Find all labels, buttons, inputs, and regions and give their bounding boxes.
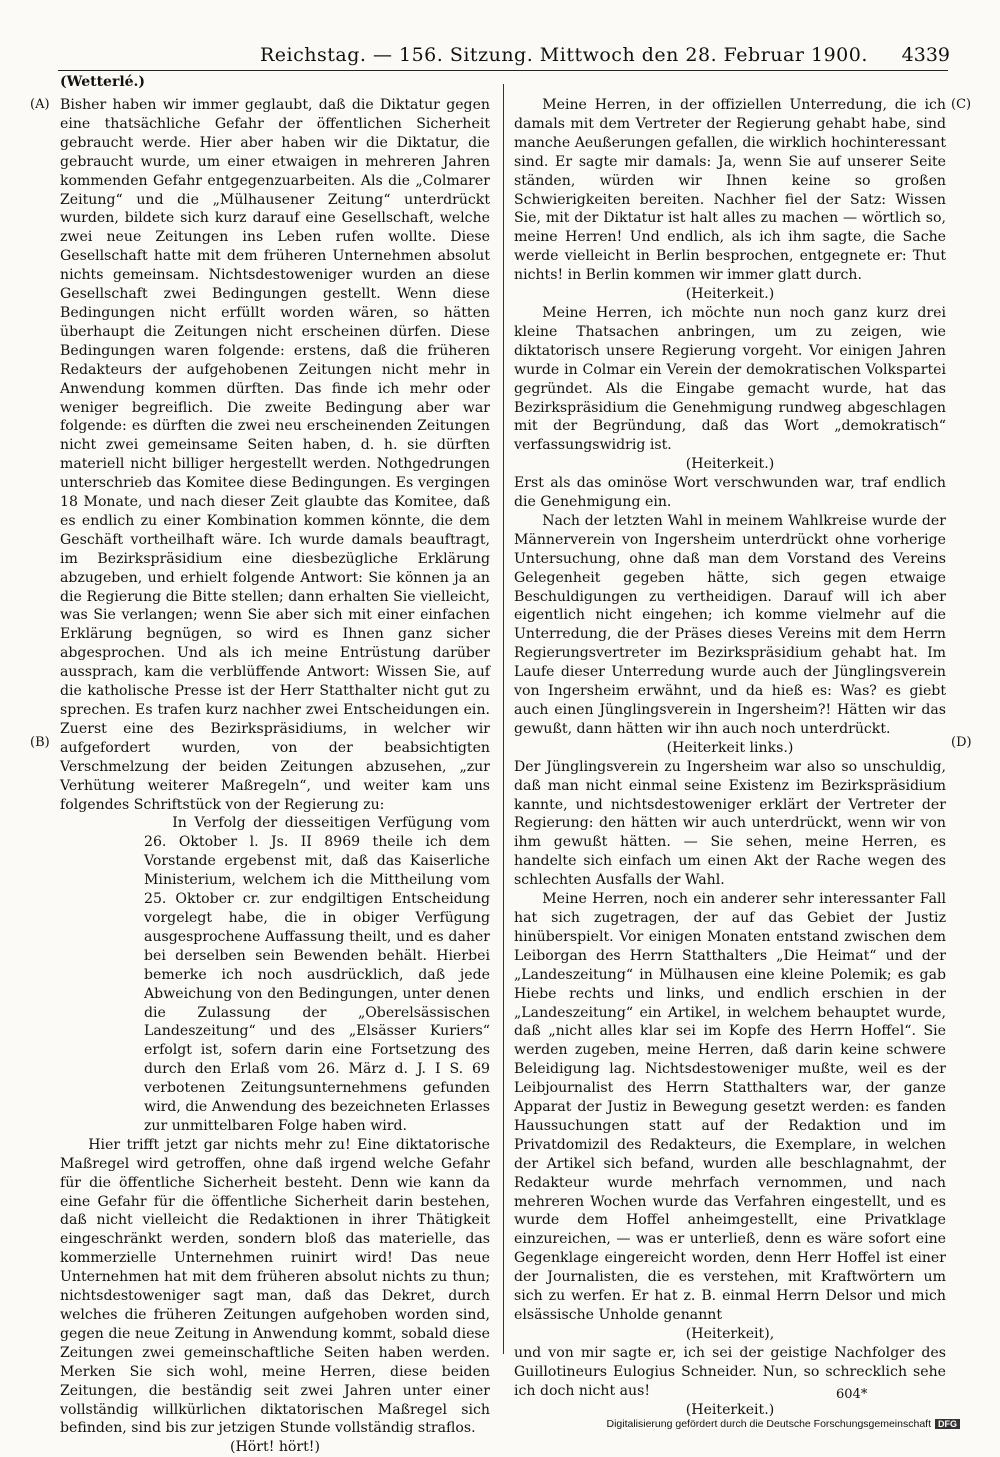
paragraph: Nach der letzten Wahl in meinem Wahlkreise wurde der Männerverein von Ingersheim unterdrückt ohne vorherige Untersuchung, ohne daß man dem Vorstand des Vereins Gelegenheit gegeben hätte, sich gegen etwaige Beschuldigungen zu vertheidigen. Darauf will ich aber eigentlich nicht eingehen; ich komme vielmehr auf die Unterredung, die der Präses dieses Vereins mit dem Herrn Regierungsvertreter im Bezirkspräsidium gehabt hat. Im Laufe dieser Unterredung wurde auch der Jünglingsverein von Ingersheim erwähnt, und da hieß es: Was? es giebt auch einen Jünglingsverein in Ingersheim?! Hätten wir das gewußt, dann hätten wir ihn auch noch unterdrückt. <box>514 512 946 737</box>
paragraph: Der Jünglingsverein zu Ingersheim war also so unschuldig, daß man nicht einmal seine Existenz im Bezirkspräsidium kannte, und nichtsdestoweniger erklärt der Vertreter der Regierung: den hätten wir auch unterdrückt, wenn wir von ihm gewußt hätten. — Sie sehen, meine Herren, es handelte sich einfach um einen Akt der Rache wegen des schlechten Ausfalls der Wahl. <box>514 758 946 889</box>
margin-marker-a: (A) <box>30 97 50 112</box>
paragraph: Meine Herren, ich möchte nun noch ganz kurz drei kleine Thatsachen anbringen, um zu zeigen, wie diktatorisch unsere Regierung vorgeht. Vor einigen Jahren wurde in Colmar ein Verein der demokratischen Volkspartei gegründet. Als die Eingabe gemacht wurde, hat das Bezirkspräsidium die Genehmigung rundweg abgeschlagen mit der Begründung, daß das Wort „demokratisch“ verfassungswidrig ist. <box>514 304 946 454</box>
paragraph: Bisher haben wir immer geglaubt, daß die Diktatur gegen eine thatsächliche Gefahr der öffentlichen Sicherheit gebraucht werde. Hier aber haben wir die Diktatur, die gebraucht wurde, um einer etwaigen in mehreren Jahren kommenden Gefahr entgegenzuarbeiten. Als die „Colmarer Zeitung“ und die „Mülhausener Zeitung“ unterdrückt wurden, bildete sich kurz darauf eine Gesellschaft, welche zwei neue Zeitungen ins Leben rufen wollte. Diese Gesellschaft hatte mit dem früheren Unternehmen absolut nichts gemeinsam. Nichtsdestoweniger wurden an diese Gesellschaft zwei Bedingungen gestellt. Wenn diese Bedingungen nicht erfüllt worden wären, so hätten überhaupt die Zeitungen nicht erscheinen dürfen. Diese Bedingungen waren folgende: erstens, daß die früheren Redakteurs der aufgehobenen Zeitungen nicht mehr in Anwendung kommen dürften. Das finde ich mehr oder weniger begreiflich. Die zweite Bedingung aber war folgende: es dürften die zwei neu erscheinenden Zeitungen nicht zwei gemeinsame Seiten haben, d. h. sie dürften materiell nicht billiger hergestellt werden. Nothgedrungen unterschrieb das Komitee diese Bedingungen. Es vergingen 18 Monate, und nach dieser Zeit glaubte das Komitee, daß es endlich zu einer Kombination kommen könnte, die dem Geschäft vortheilhaft wäre. Ich wurde damals beauftragt, im Bezirkspräsidium eine diesbezügliche Erklärung abzugeben, und erhielt folgende Antwort: Sie können ja an die Regierung die Bitte stellen; dann erhalten Sie vielleicht, was Sie verlangen; wenn Sie aber sich mit einer einfachen Erklärung begnügen, so wird es Ihnen ganz sicher abgesprochen. Und als ich meine Entrüstung darüber aussprach, kam die verblüffende Antwort: Wissen Sie, auf die katholische Presse ist der Herr Statthalter nicht gut zu sprechen. Es trafen kurz nachher zwei Entscheidungen ein. Zuerst eine des Bezirkspräsidiums, in welcher wir aufgefordert wurden, von der beabsichtigten Verschmelzung der beiden Zeitungen abzusehen, „zur Verhütung weiterer Maßregeln“, und weiter kam uns folgendes Schriftstück von der Regierung zu: <box>60 97 490 813</box>
column-divider <box>503 84 504 1354</box>
right-column <box>514 96 946 1419</box>
footer-text: Digitalisierung gefördert durch die Deutsche Forschungsgemeinschaft <box>606 1418 931 1430</box>
journal-number: 604* <box>836 1387 868 1402</box>
speaker-name: (Wetterlé.) <box>60 74 146 90</box>
left-column <box>60 96 490 1457</box>
interjection: (Heiterkeit.) <box>685 286 775 303</box>
quoted-document: In Verfolg der diesseitigen Verfügung vom 26. Oktober l. Js. II 8969 theile ich dem Vorstande ergebenst mit, daß das Kaiserliche Ministerium, welchem ich die Mittheilung vom 25. Oktober cr. zur endgiltigen Entscheidung vorgelegt habe, die in obiger Verfügung ausgesprochene Auffassung theilt, und es daher bei derselben sein Bewenden behält. Hierbei bemerke ich noch ausdrücklich, daß jede Abweichung von den Bedingungen, unter denen die Zulassung der „Oberelsässischen Landeszeitung“ und des „Elsässer Kuriers“ erfolgt ist, sofern darin eine Fortsetzung des durch den Erlaß vom 26. März d. J. I S. 69 verbotenen Zeitungsunternehmens gefunden wird, die Anwendung des bezeichneten Erlasses zur unmittelbaren Folge haben wird. <box>144 815 490 1134</box>
paragraph: und von mir sagte er, ich sei der geistige Nachfolger des Guillotineurs Eulogius Schneider. Nun, so schrecklich sehe ich doch nicht aus! <box>514 1344 946 1399</box>
interjection: (Hört! hört!) <box>230 1439 320 1456</box>
margin-marker-d: (D) <box>951 735 972 750</box>
dfg-logo: DFG <box>935 1419 960 1429</box>
paragraph: Hier trifft jetzt gar nichts mehr zu! Eine diktatorische Maßregel wird getroffen, ohne daß irgend welche Gefahr für die öffentliche Sicherheit besteht. Denn wie kann da eine Gefahr für die öffentliche Sicherheit darin bestehen, daß nicht vielleicht die Redaktionen in ihrer Thätigkeit eingeschränkt werden, sondern bloß das materielle, das kommerzielle Unternehmen ruinirt wird! Das neue Unternehmen hat mit dem früheren absolut nichts zu thun; nichtsdestoweniger sagt man, daß das Dekret, durch welches die früheren Zeitungen aufgehoben worden sind, gegen die neue Zeitung in Anwendung kommt, sobald diese Zeitungen zwei gemeinschaftliche Seiten haben werden. Merken Sie sich wohl, meine Herren, diese beiden Zeitungen, die beständig seit zwei Jahren unter einer vollständig willkürlichen diktatorischen Maßregel sich befinden, sind bis zur jetzigen Stunde vollständig straflos. <box>60 1136 490 1437</box>
paragraph: Meine Herren, noch ein anderer sehr interessanter Fall hat sich zugetragen, der auf das Gebiet der Justiz hinüberspielt. Vor einigen Monaten entstand zwischen dem Leiborgan des Herrn Statthalters „Die Heimat“ und der „Landeszeitung“ in Mülhausen eine kleine Polemik; es gab Hiebe rechts und links, und endlich erschien in der „Landeszeitung“ ein Artikel, in welchem behauptet wurde, daß „nicht alles klar sei im Kopfe des Herrn Hoffel“. Sie werden zugeben, meine Herren, daß darin keine schwere Beleidigung lag. Nichtsdestoweniger mußte, weil es der Leibjournalist des Herrn Statthalters war, der ganze Apparat der Justiz in Bewegung gesetzt werden: es fanden Haussuchungen statt auf der Redaktion und im Privatdomizil des Redakteurs, die Exemplare, in welchen der Artikel sich befand, wurden alle beschlagnahmt, der Redakteur wurde mehrfach vernommen, und nach mehreren Wochen wurde das Verfahren eingestellt, und es wurde dem Hoffel anheimgestellt, eine Privatklage einzureichen, — was er unterließ, denn es wäre sofort eine Gegenklage eingereicht worden, denn Herr Hoffel ist einer der Journalisten, die es verstehen, mit Kraftwörtern um sich zu werfen. Er hat z. B. einmal Herrn Delsor und mich elsässische Unholde genannt <box>514 891 946 1323</box>
margin-marker-c: (C) <box>951 97 972 112</box>
interjection: (Heiterkeit.) <box>685 456 775 473</box>
margin-marker-b: (B) <box>30 735 50 750</box>
interjection: (Heiterkeit), <box>685 1325 775 1342</box>
page-header <box>60 44 950 70</box>
interjection: (Heiterkeit.) <box>685 1401 775 1418</box>
paragraph: Erst als das ominöse Wort verschwunden war, traf endlich die Genehmigung ein. <box>514 475 946 511</box>
header-rule <box>58 70 948 71</box>
paragraph: Meine Herren, in der offiziellen Unterredung, die ich damals mit dem Vertreter der Regierung gehabt habe, sind manche Aeußerungen gefallen, die wirklich hochinteressant sind. Er sagte mir damals: Ja, wenn Sie auf unserer Seite ständen, würden wir Ihnen keine so großen Schwierigkeiten bereiten. Nachher fiel der Satz: Wissen Sie, mit der Diktatur ist halt alles zu machen — wörtlich so, meine Herren! Und endlich, als ich ihm sagte, die Sache werde vielleicht in Berlin besprochen, entgegnete er: Thut nichts! in Berlin kommen wir immer glatt durch. <box>514 97 946 284</box>
page-number: 4339 <box>901 44 950 66</box>
footer <box>606 1418 960 1430</box>
header-title: Reichstag. — 156. Sitzung. Mittwoch den 28. Februar 1900. <box>260 44 868 66</box>
interjection: (Heiterkeit links.) <box>666 739 794 756</box>
